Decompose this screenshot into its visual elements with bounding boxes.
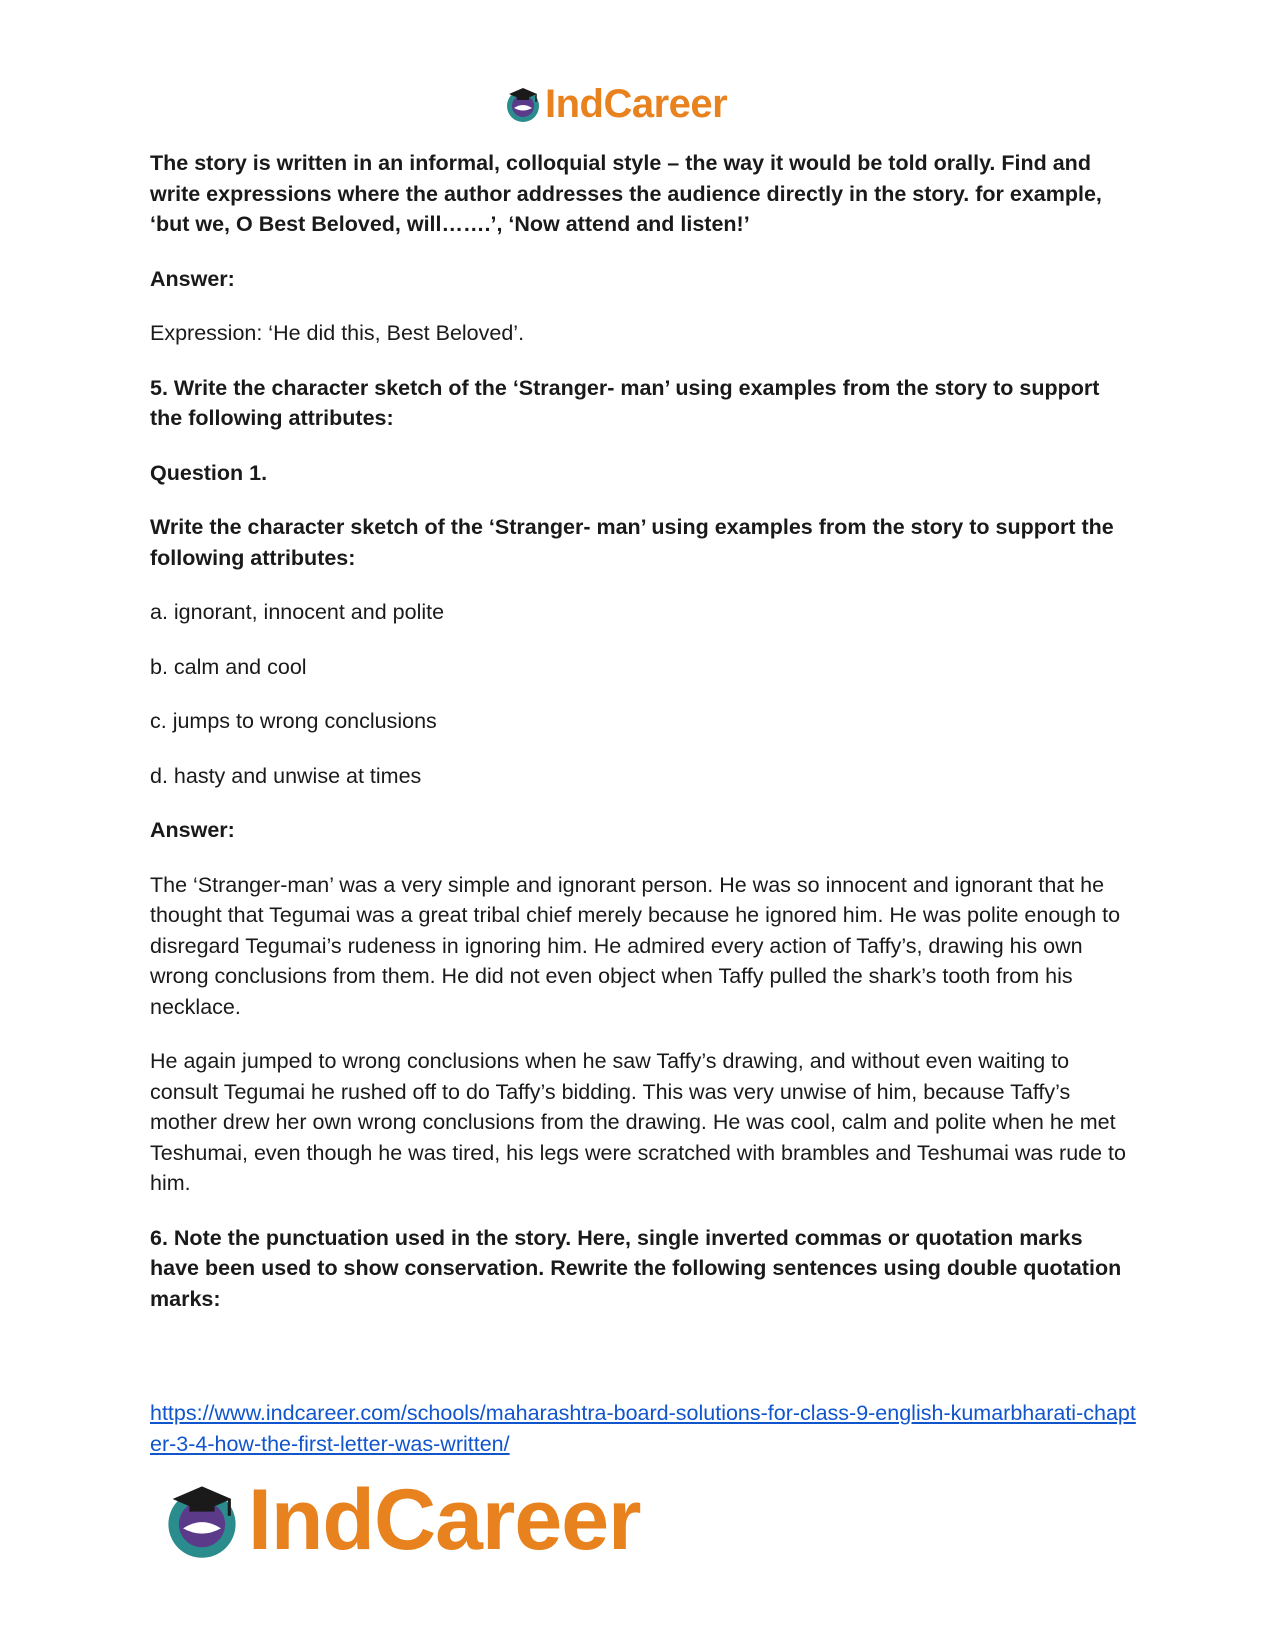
answer-paragraph: He again jumped to wrong conclusions when he saw Taffy’s drawing, and without even waiting to consult Tegumai he rushed off to do Taffy’s bidding. This was very unwise of him, because Taffy’s mother drew her own wrong conclusions from the drawing. He was cool, calm and polite when he met Teshumai, even though he was tired, his legs were scratched with brambles and Teshumai was rude to him.	[150, 1049, 1126, 1195]
logo-wordmark: IndCareer	[248, 1472, 641, 1568]
question-1-text: Write the character sketch of the ‘Stranger- man’ using examples from the story to support the following attributes:	[150, 515, 1114, 570]
answer-paragraph: The ‘Stranger-man’ was a very simple and ignorant person. He was so innocent and ignorant that he thought that Tegumai was a great tribal chief merely because he ignored him. He was polite enough to disregard Tegumai’s rudeness in ignoring him. He admired every action of Taffy’s, drawing his own wrong conclusions from them. He did not even object when Taffy pulled the shark’s tooth from his necklace.	[150, 872, 1121, 1019]
attribute-item: b. calm and cool	[150, 654, 307, 679]
attribute-item: c. jumps to wrong conclusions	[150, 709, 437, 733]
graduation-cap-globe-icon	[503, 84, 543, 124]
question-5-heading: 5. Write the character sketch of the ‘Stranger- man’ using examples from the story to support the following attributes:	[150, 375, 1100, 430]
graduation-cap-globe-icon	[160, 1478, 244, 1562]
answer-label: Answer:	[150, 818, 235, 842]
expression-answer: Expression: ‘He did this, Best Beloved’.	[150, 321, 525, 345]
answer-label: Answer:	[150, 266, 235, 291]
attribute-item: a. ignorant, innocent and polite	[150, 600, 445, 624]
document-body	[150, 148, 1130, 1338]
header-logo	[503, 80, 727, 128]
attribute-item: d. hasty and unwise at times	[150, 763, 422, 788]
footer-logo	[160, 1470, 641, 1570]
logo-wordmark: IndCareer	[545, 82, 728, 126]
question-6-heading: 6. Note the punctuation used in the story. Here, single inverted commas or quotation marks have been used to show conservation. Rewrite the following sentences using double quotation marks:	[150, 1225, 1122, 1311]
source-url-link[interactable]: https://www.indcareer.com/schools/maharashtra-board-solutions-for-class-9-english-kumarbharati-chapter-3-4-how-the-first-letter-was-written/	[150, 1401, 1136, 1456]
question-1-label: Question 1.	[150, 460, 268, 485]
question-intro: The story is written in an informal, colloquial style – the way it would be told orally. Find and write expressions where the author addresses the audience directly in the story. for example, ‘but we, O Best Beloved, will…….’, ‘Now attend and listen!’	[150, 151, 1102, 236]
